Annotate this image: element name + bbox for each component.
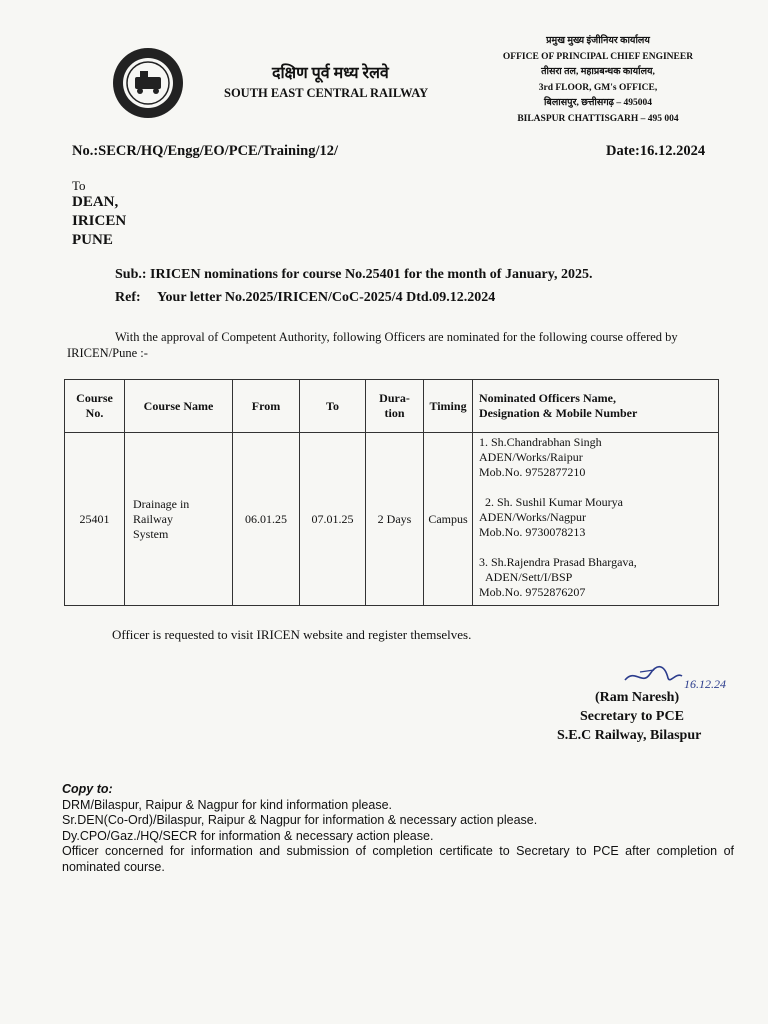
office-line: 3rd FLOOR, GM's OFFICE, <box>538 82 658 93</box>
org-name-hindi: दक्षिण पूर्व मध्य रेलवे <box>272 65 389 82</box>
addressee-line: PUNE <box>72 232 113 248</box>
table-row <box>65 433 719 606</box>
reference-line <box>115 290 495 306</box>
nomination-table <box>64 379 719 606</box>
officer-name: 3. Sh.Rajendra Prasad Bhargava, <box>479 555 637 569</box>
officer-designation: ADEN/Works/Raipur <box>479 450 583 464</box>
copy-to-line: Officer concerned for information and submission of completion certificate to Secretary to PCE after completion of nominated course. <box>62 844 734 874</box>
copy-to-line: Sr.DEN(Co-Ord)/Bilaspur, Raipur & Nagpur for information & necessary action please. <box>62 813 538 827</box>
header-from: From <box>233 380 300 433</box>
officer-mobile: Mob.No. 9730078213 <box>479 525 586 539</box>
officer-entry <box>479 435 714 480</box>
copy-to-line: Dy.CPO/Gaz./HQ/SECR for information & necessary action please. <box>62 828 434 843</box>
table-header-row <box>65 380 719 433</box>
reference-text: Your letter No.2025/IRICEN/CoC-2025/4 Dtd.09.12.2024 <box>157 290 496 305</box>
header-nominated-officers: Nominated Officers Name, Designation & Mobile Number <box>473 380 719 433</box>
header-course-no: Course No. <box>65 380 125 433</box>
officer-entry <box>479 555 714 600</box>
cell-course-name: Drainage in Railway System <box>125 433 233 606</box>
signatory-name: (Ram Naresh) <box>595 690 680 705</box>
officer-name: 1. Sh.Chandrabhan Singh <box>479 435 602 449</box>
letter-date: Date:16.12.2024 <box>606 143 706 159</box>
office-line: बिलासपुर, छत्तीसगढ़ – 495004 <box>543 98 653 108</box>
cell-from: 06.01.25 <box>233 433 300 606</box>
addressee-line: DEAN, <box>72 194 119 210</box>
office-line: तीसरा तल, महाप्रबन्धक कार्यालय, <box>541 67 655 77</box>
officer-designation: ADEN/Sett/I/BSP <box>485 570 573 584</box>
copy-to-line: DRM/Bilaspur, Raipur & Nagpur for kind information please. <box>62 797 393 812</box>
signature-date: 16.12.24 <box>684 677 726 691</box>
officer-name: 2. Sh. Sushil Kumar Mourya <box>485 495 623 509</box>
cell-timing: Campus <box>424 433 473 606</box>
org-name-english: SOUTH EAST CENTRAL RAILWAY <box>224 86 429 100</box>
copy-to-section <box>62 782 734 875</box>
officer-entry <box>479 495 714 540</box>
subject-line: Sub.: IRICEN nominations for course No.25401 for the month of January, 2025. <box>115 267 593 282</box>
header-timing: Timing <box>424 380 473 433</box>
cell-nominated-officers <box>473 433 719 606</box>
office-address <box>488 34 708 127</box>
officer-designation: ADEN/Works/Nagpur <box>479 510 587 524</box>
cell-duration: 2 Days <box>366 433 424 606</box>
indian-railways-logo-icon <box>111 46 185 120</box>
header-course-name: Course Name <box>125 380 233 433</box>
registration-note: Officer is requested to visit IRICEN website and register themselves. <box>112 627 472 642</box>
body-paragraph: With the approval of Competent Authority, following Officers are nominated for the following course offered by IRICEN/Pune :- <box>67 330 678 360</box>
handwritten-signature-icon <box>620 660 735 692</box>
cell-course-no: 25401 <box>65 433 125 606</box>
to-label: To <box>72 178 86 193</box>
office-line: प्रमुख मुख्य इंजीनियर कार्यालय <box>546 36 650 46</box>
signatory-designation: Secretary to PCE <box>580 709 684 724</box>
header-duration: Dura- tion <box>366 380 424 433</box>
reference-label: Ref: <box>115 290 141 305</box>
header-to: To <box>300 380 366 433</box>
copy-to-heading: Copy to: <box>62 782 113 796</box>
letter-ref-number: No.:SECR/HQ/Engg/EO/PCE/Training/12/ <box>72 143 339 159</box>
officer-mobile: Mob.No. 9752877210 <box>479 465 586 479</box>
cell-to: 07.01.25 <box>300 433 366 606</box>
addressee-line: IRICEN <box>72 213 127 229</box>
addressee <box>72 193 126 250</box>
office-line: BILASPUR CHATTISGARH – 495 004 <box>517 113 679 124</box>
office-line: OFFICE OF PRINCIPAL CHIEF ENGINEER <box>502 51 694 62</box>
signatory-office: S.E.C Railway, Bilaspur <box>557 728 702 743</box>
officer-mobile: Mob.No. 9752876207 <box>479 585 586 599</box>
